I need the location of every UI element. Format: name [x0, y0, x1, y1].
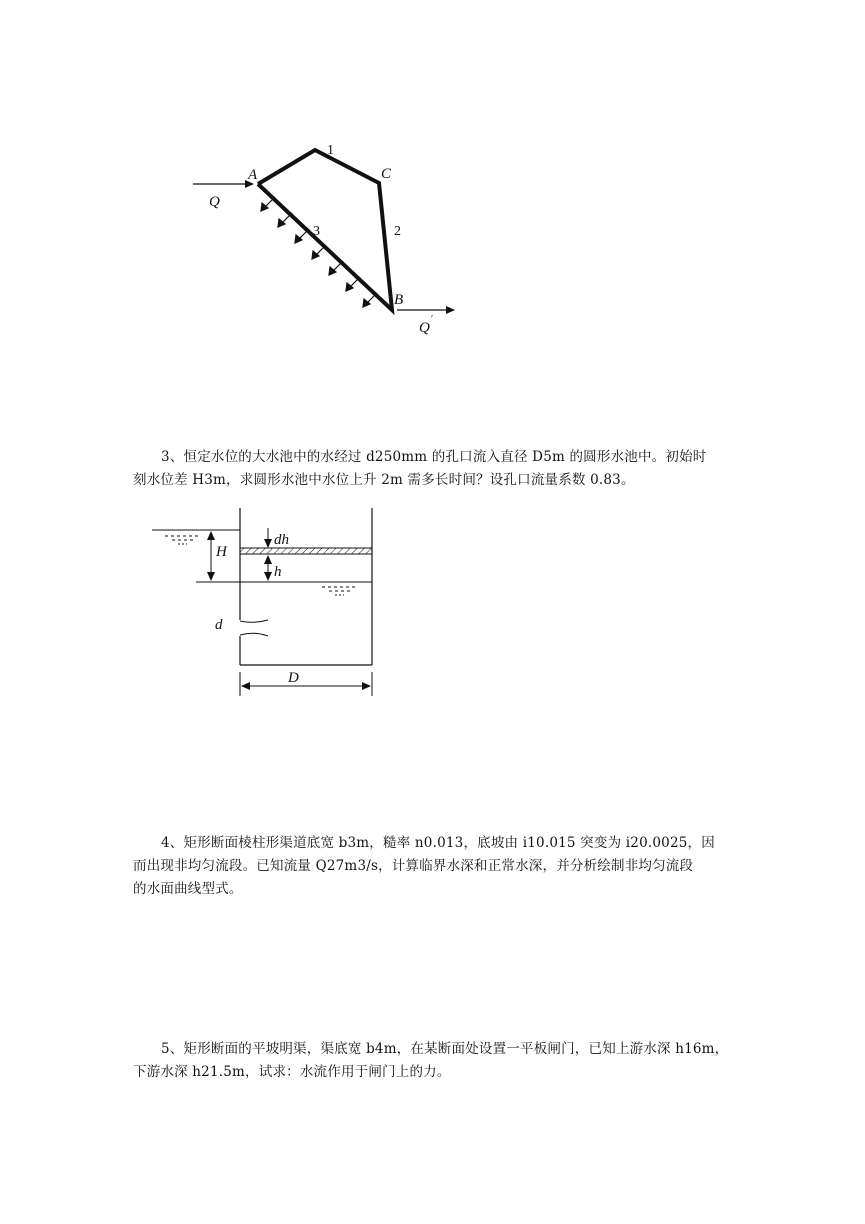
distributed-outflow-arrows — [261, 197, 377, 307]
label-H: H — [216, 544, 227, 560]
problem-4-line-3: 的水面曲线型式。 — [133, 881, 243, 897]
problem-3-text — [133, 446, 733, 492]
label-h: h — [274, 564, 282, 580]
water-surface-symbol-right — [322, 587, 356, 595]
tank-orifice-figure — [140, 500, 390, 705]
problem-5-line-2: 下游水深 h21.5m，试求：水流作用于闸门上的力。 — [133, 1064, 451, 1080]
water-layer-dh — [240, 548, 372, 554]
node-label-B: B — [394, 292, 404, 308]
label-D: D — [288, 670, 299, 686]
flow-label-Q-out: Q — [419, 320, 430, 336]
pipe-label-1: 1 — [327, 143, 334, 158]
flow-label-Q-in: Q — [209, 194, 220, 210]
water-surface-symbol-left — [165, 536, 199, 544]
problem-3-line-1: 3、恒定水位的大水池中的水经过 d250mm 的孔口流入直径 D5m 的圆形水池中。初始时 — [161, 449, 707, 465]
problem-4-line-2: 而出现非均匀流段。已知流量 Q27m3/s，计算临界水深和正常水深，并分析绘制非均匀流段 — [133, 858, 694, 874]
pipe-label-3: 3 — [313, 224, 320, 239]
pipe-path — [258, 150, 392, 310]
node-label-C: C — [381, 166, 392, 182]
pipe-label-2: 2 — [394, 224, 401, 239]
problem-3-line-2: 刻水位差 H3m，求圆形水池中水位上升 2m 需多长时间？设孔口流量系数 0.83。 — [133, 472, 635, 488]
pipe-network-figure — [180, 135, 460, 345]
svg-text:′: ′ — [431, 314, 434, 325]
problem-5-line-1: 5、矩形断面的平坡明渠，渠底宽 b4m，在某断面处设置一平板闸门，已知上游水深 h16m， — [161, 1041, 729, 1057]
problem-5-text — [133, 1038, 733, 1084]
node-label-A: A — [248, 167, 258, 183]
label-d: d — [215, 617, 223, 633]
label-dh: dh — [274, 532, 289, 548]
problem-4-line-1: 4、矩形断面棱柱形渠道底宽 b3m，糙率 n0.013，底坡由 i10.015 突变为 i20.0025，因 — [161, 835, 715, 851]
problem-4-text — [133, 832, 733, 901]
